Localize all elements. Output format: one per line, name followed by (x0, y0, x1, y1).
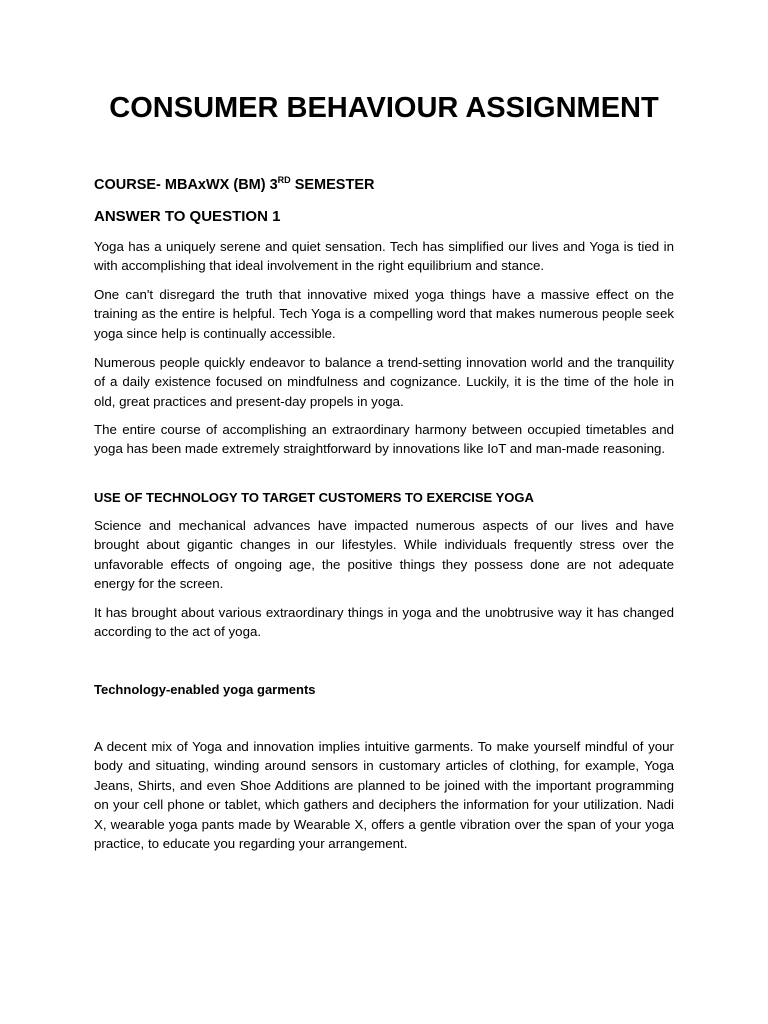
course-line (94, 175, 374, 195)
course-suffix: SEMESTER (290, 177, 375, 193)
course-superscript: RD (277, 175, 291, 185)
paragraph-4: The entire course of accomplishing an extraordinary harmony between occupied timetables and yoga has been made extremely straightforward by innovations like IoT and man-made reasoning. (94, 422, 674, 457)
section-paragraph-1: Science and mechanical advances have impacted numerous aspects of our lives and have brought about gigantic changes in our lifestyles. While individuals frequently stress over the unfavorable effects of ongoing age, the positive things they possess done are not adequate energy for the screen. (94, 518, 674, 592)
course-prefix: COURSE- MBAxWX (BM) 3 (94, 177, 278, 193)
final-paragraph: A decent mix of Yoga and innovation implies intuitive garments. To make yourself mindful of your body and situating, winding around sensors in customary articles of clothing, for example, Yoga Jeans, Shirts, and even Shoe Additions are planned to be joined with the important programming on your cell phone or tablet, which gathers and deciphers the information for your utilization. Nadi X, wearable yoga pants made by Wearable X, offers a gentle vibration over the span of your yoga practice, to educate you regarding your arrangement. (94, 739, 674, 852)
paragraph-1: Yoga has a uniquely serene and quiet sensation. Tech has simplified our lives and Yoga is tied in with accomplishing that ideal involvement in the right equilibrium and stance. (94, 239, 674, 274)
section-paragraph-2: It has brought about various extraordinary things in yoga and the unobtrusive way it has changed according to the act of yoga. (94, 605, 674, 640)
subheading: Technology-enabled yoga garments (94, 682, 316, 697)
answer-heading: ANSWER TO QUESTION 1 (94, 208, 281, 225)
section-heading: USE OF TECHNOLOGY TO TARGET CUSTOMERS TO EXERCISE YOGA (94, 490, 534, 505)
document-title: CONSUMER BEHAVIOUR ASSIGNMENT (109, 92, 659, 124)
paragraph-3: Numerous people quickly endeavor to balance a trend-setting innovation world and the tranquility of a daily existence focused on mindfulness and cognizance. Luckily, it is the time of the hole in old, great practices and present-day propels in yoga. (94, 355, 674, 409)
paragraph-2: One can't disregard the truth that innovative mixed yoga things have a massive effect on the training as the entire is helpful. Tech Yoga is a compelling word that makes numerous people seek yoga since help is continually accessible. (94, 287, 674, 341)
